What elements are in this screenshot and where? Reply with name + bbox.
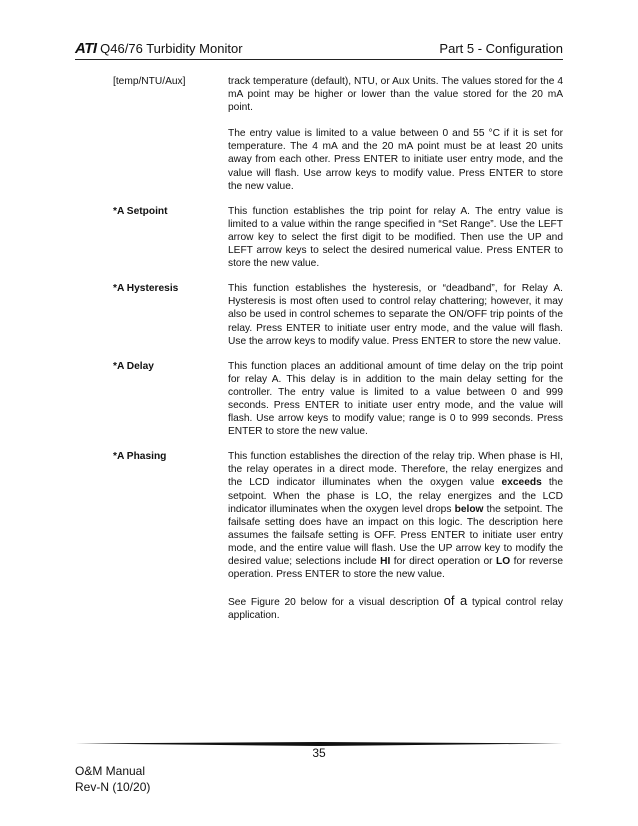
entry-a-setpoint — [113, 205, 563, 270]
entry-description — [228, 282, 563, 347]
product-name: Q46/76 Turbidity Monitor — [96, 41, 243, 56]
text-run: the setpoint. The failsafe setting does have an impact on this logic. The description here assumes the failsafe setting is OFF. Press ENTER to initiate user entry mode, and the entire value will flash. Use the UP arrow key to modify the desired value; selections include — [228, 503, 564, 567]
paragraph: This function establishes the hysteresis, or “deadband”, for Relay A. Hysteresis is most often used to control relay chattering; however, it may also be used in control schemes to separate the ON/OFF trip points of the relay. Press ENTER to initiate user entry mode, and the value will flash. Use the arrow keys to modify value. Press ENTER to store the new value. — [228, 283, 563, 347]
page-header — [75, 40, 563, 58]
entry-description — [228, 360, 563, 439]
section-title: Part 5 - Configuration — [439, 41, 563, 56]
paragraph — [228, 594, 563, 622]
text-run: for direct operation or — [390, 556, 497, 567]
text-run: the setpoint. When the phase is LO, the relay energizes and the LCD indicator illuminates when the oxygen level drops — [228, 477, 563, 515]
document-body — [113, 75, 563, 634]
brand-logo: ATI — [75, 40, 97, 57]
entry-description — [228, 75, 563, 193]
text-run: See Figure 20 below for a visual description — [228, 597, 444, 609]
bold-text: below — [454, 503, 484, 515]
page-number: 35 — [312, 746, 326, 760]
entry-term: *A Phasing — [113, 451, 167, 463]
text-run: typical control relay application. — [228, 597, 563, 622]
entry-term: [temp/NTU/Aux] — [113, 76, 186, 87]
entry-description — [228, 450, 563, 622]
header-divider — [75, 59, 563, 60]
bold-text: LO — [496, 556, 511, 567]
bold-text: HI — [380, 556, 391, 567]
paragraph: This function places an additional amount of time delay on the trip point for relay A. This delay is in addition to the main delay setting for the controller. The entry value is limited to a value between 0 and 999 seconds. Press ENTER to initiate user entry mode, and the value will flash. Use arrow keys to modify value; range is 0 to 999 seconds. Press ENTER to store the new value. — [228, 360, 563, 438]
entry-temp-ntu-aux — [113, 75, 563, 193]
entry-a-hysteresis — [113, 282, 563, 347]
entry-term: *A Delay — [113, 360, 154, 372]
bold-text: exceeds — [501, 477, 542, 489]
entry-term: *A Hysteresis — [113, 283, 179, 295]
manual-name: O&M Manual — [75, 764, 146, 778]
entry-a-phasing — [113, 450, 563, 622]
paragraph: This function establishes the trip point for relay A. The entry value is limited to a value within the range specified in “Set Range”. Use the LEFT arrow key to select the first digit to be modified. Then use the UP and LEFT arrow keys to select the desired numerical value. Press ENTER to store the new value. — [228, 205, 563, 270]
footer-info — [75, 763, 150, 795]
text-run: for reverse operation. Press ENTER to store the new value. — [228, 556, 563, 581]
paragraph: track temperature (default), NTU, or Aux Units. The values stored for the 4 mA point may be higher or lower than the value stored for the 20 mA point. — [228, 76, 563, 114]
text-run: This function establishes the direction of the relay trip. When phase is HI, the relay operates in a direct mode. Therefore, the relay energizes and the LCD indicator illuminates when the oxygen value — [228, 451, 563, 489]
header-title — [75, 40, 243, 57]
entry-a-delay — [113, 360, 563, 439]
entry-description — [228, 205, 563, 270]
paragraph — [228, 450, 563, 581]
paragraph: The entry value is limited to a value between 0 and 55 °C if it is set for temperature. The 4 mA and the 20 mA point must be at least 20 units away from each other. Press ENTER to initiate user entry mode, and the value will flash. Use arrow keys to modify value. Press ENTER to store the new value. — [228, 128, 563, 192]
revision: Rev-N (10/20) — [75, 780, 151, 794]
entry-term: *A Setpoint — [113, 205, 168, 217]
large-text: of a — [443, 593, 468, 609]
